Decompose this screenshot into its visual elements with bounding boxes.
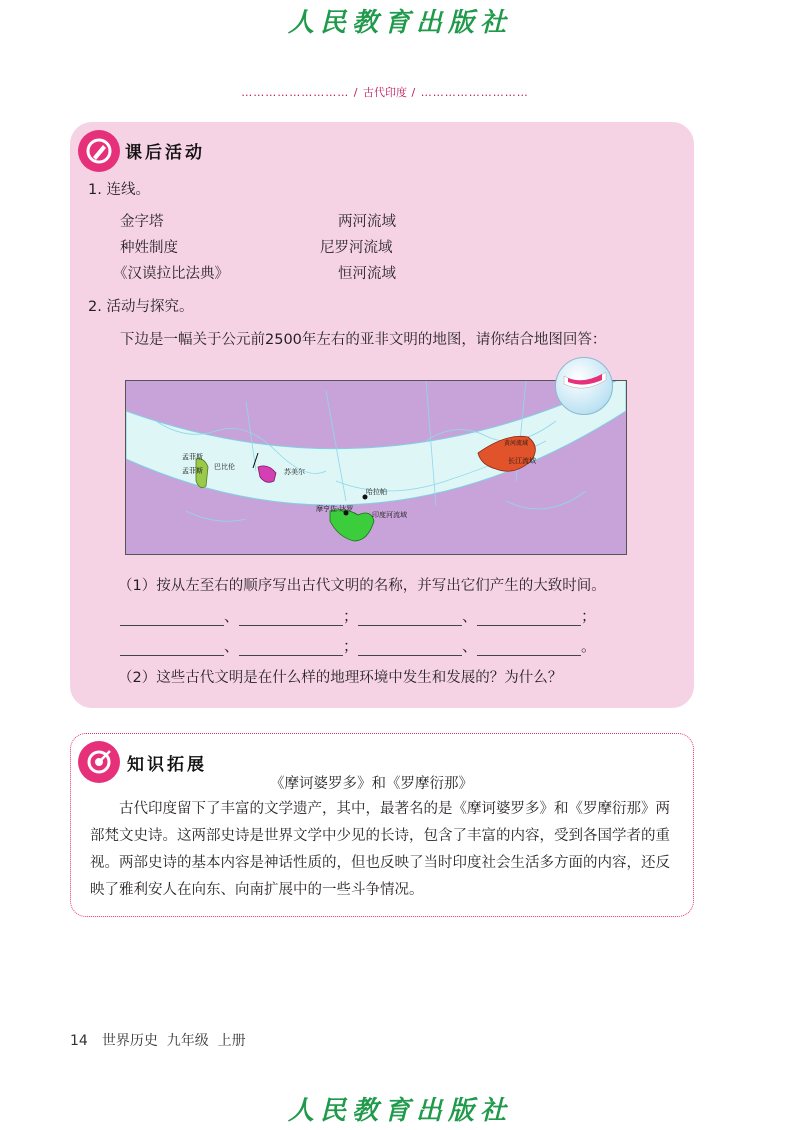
match-right-item: 两河流域 xyxy=(338,214,396,230)
q1-label: 1. 连线。 xyxy=(88,182,150,198)
page-number: 14 xyxy=(70,1033,88,1049)
map-label-indus: 印度河流域 xyxy=(372,511,407,519)
map-label-yangtze: 长江流域 xyxy=(508,457,536,465)
answer-blank[interactable] xyxy=(477,639,581,656)
q2-label: 2. 活动与探究。 xyxy=(88,299,194,315)
answer-blanks-row-1 xyxy=(120,605,596,626)
chapter-running-head xyxy=(225,84,545,100)
blank-separator: 、 xyxy=(462,607,478,625)
match-left-item: 种姓制度 xyxy=(120,240,178,256)
question-sub1: （1）按从左至右的顺序写出古代文明的名称，并写出它们产生的大致时间。 xyxy=(118,578,606,594)
indus-region xyxy=(330,510,374,541)
ancient-civilizations-map xyxy=(125,380,627,555)
blank-separator: ； xyxy=(581,607,597,625)
chapter-title: 古代印度 xyxy=(363,86,407,99)
answer-blank[interactable] xyxy=(358,609,462,626)
blank-separator: 、 xyxy=(224,607,240,625)
pencil-icon xyxy=(78,130,120,172)
activity-title: 课后活动 xyxy=(125,143,205,163)
map-label-harappa: 哈拉帕 xyxy=(366,488,387,496)
map-drawing xyxy=(126,381,626,554)
q2-intro: 下边是一幅关于公元前2500年左右的亚非文明的地图，请你结合地图回答： xyxy=(120,332,607,348)
extension-title: 知识拓展 xyxy=(127,755,207,775)
answer-blank[interactable] xyxy=(239,639,343,656)
map-label-memphis-top: 孟菲斯 xyxy=(182,453,203,461)
book-title: 世界历史 九年级 上册 xyxy=(101,1033,246,1049)
chapter-dots-left: ……………………… / xyxy=(241,86,363,99)
answer-blank[interactable] xyxy=(239,609,343,626)
map-label-sumer: 苏美尔 xyxy=(284,468,305,476)
blank-separator: 。 xyxy=(581,637,597,655)
publisher-footer: 人民教育出版社 xyxy=(287,1096,512,1126)
match-left-item: 金字塔 xyxy=(120,214,164,230)
question-sub2: （2）这些古代文明是在什么样的地理环境中发生和发展的？为什么？ xyxy=(118,670,563,686)
answer-blank[interactable] xyxy=(120,609,224,626)
blank-separator: 、 xyxy=(462,637,478,655)
blank-separator: ； xyxy=(343,637,359,655)
globe-icon xyxy=(555,357,613,415)
answer-blank[interactable] xyxy=(120,639,224,656)
page-footer xyxy=(70,1030,246,1050)
target-icon xyxy=(78,741,120,783)
blank-separator: ； xyxy=(343,607,359,625)
extension-subtitle: 《摩诃婆罗多》和《罗摩衍那》 xyxy=(270,776,473,792)
map-label-mohenjo: 摩亨佐·达罗 xyxy=(316,505,354,513)
answer-blank[interactable] xyxy=(358,639,462,656)
map-label-babylon: 巴比伦 xyxy=(214,463,235,471)
map-label-yellow: 黄河流域 xyxy=(504,440,529,447)
match-right-item: 恒河流域 xyxy=(338,266,396,282)
answer-blank[interactable] xyxy=(477,609,581,626)
blank-separator: 、 xyxy=(224,637,240,655)
match-left-item: 《汉谟拉比法典》 xyxy=(113,266,229,282)
chapter-dots-right: / ……………………… xyxy=(407,86,529,99)
answer-blanks-row-2 xyxy=(120,635,596,656)
extension-paragraph: 古代印度留下了丰富的文学遗产，其中，最著名的是《摩诃婆罗多》和《罗摩衍那》两部梵文史诗。这两部史诗是世界文学中少见的长诗，包含了丰富的内容，受到各国学者的重视。两部史诗的基本内容是神话性质的，但也反映了当时印度社会生活多方面的内容，还反映了雅利安人在向东、向南扩展中的一些斗争情况。 xyxy=(90,801,670,898)
map-label-memphis: 孟菲斯 xyxy=(182,467,203,475)
publisher-header: 人民教育出版社 xyxy=(287,8,512,38)
match-right-item: 尼罗河流域 xyxy=(320,240,393,256)
